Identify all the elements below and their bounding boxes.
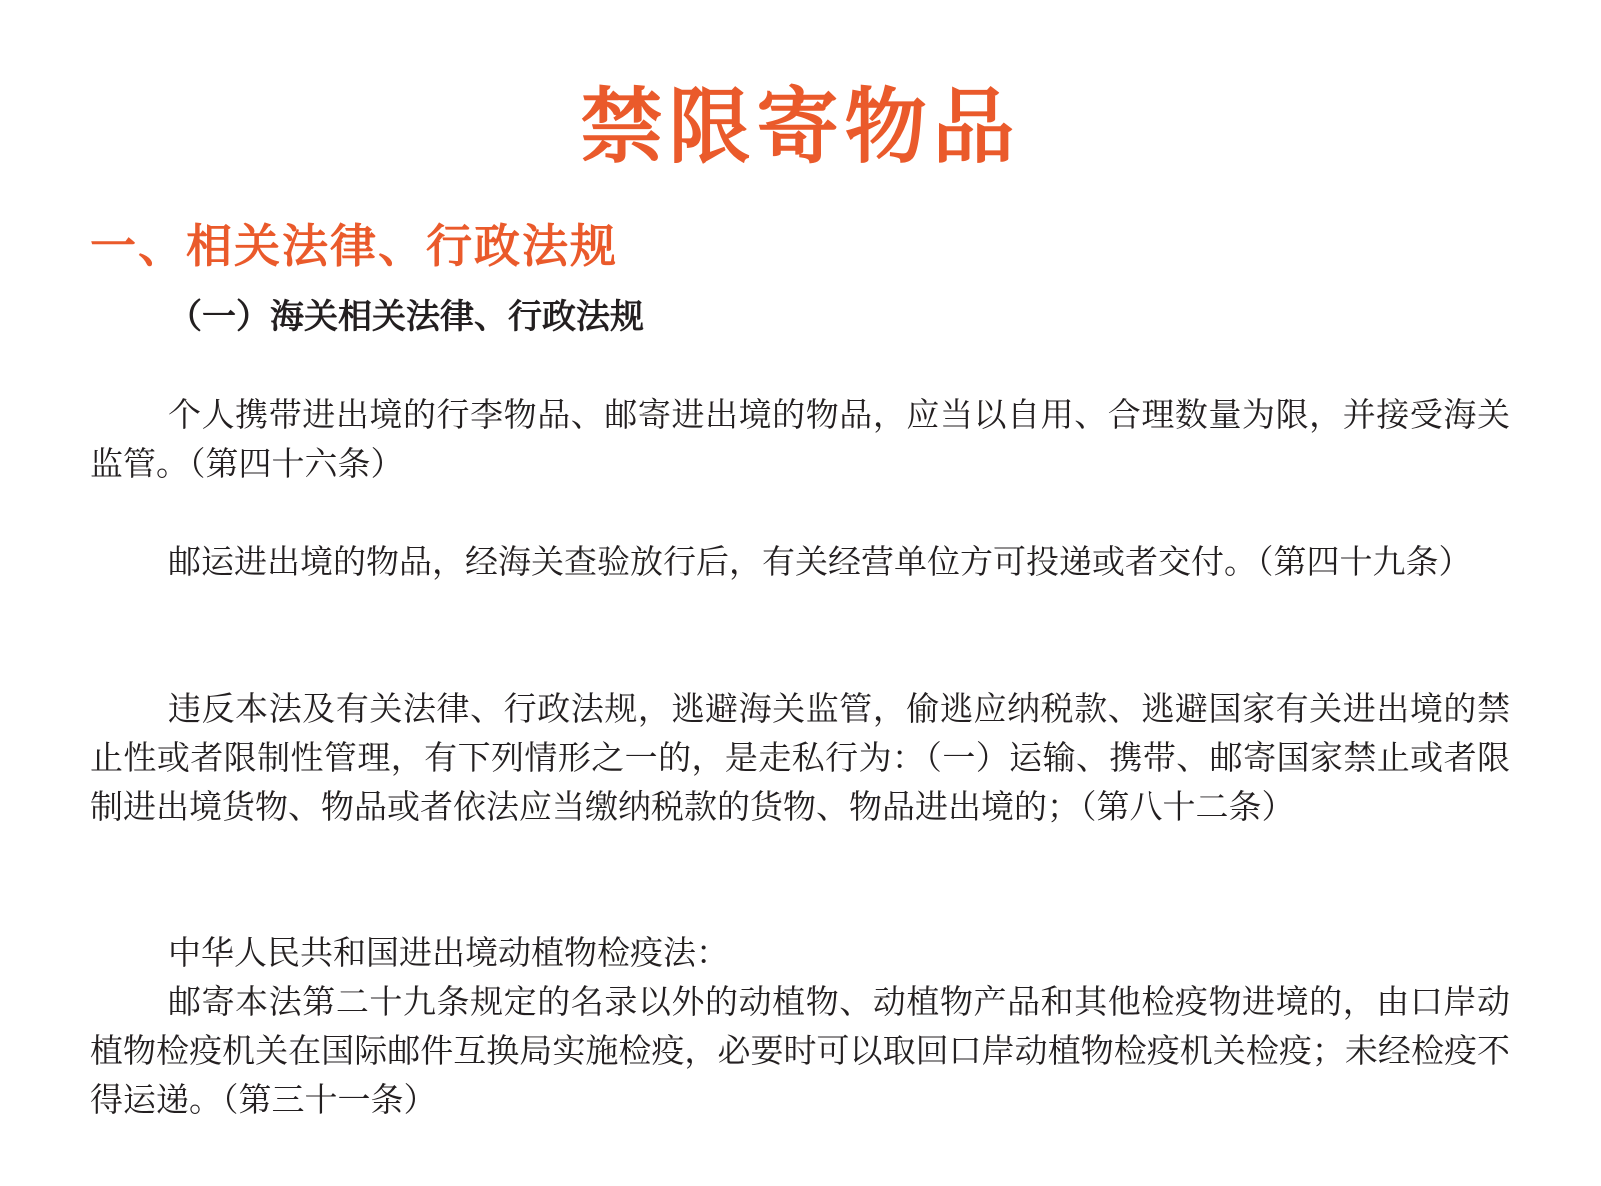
sub-heading: （一）海关相关法律、行政法规 bbox=[168, 297, 644, 337]
paragraph-article-49: 邮运进出境的物品，经海关查验放行后，有关经营单位方可投递或者交付。（第四十九条） bbox=[168, 542, 1472, 581]
paragraph-article-46: 个人携带进出境的行李物品、邮寄进出境的物品，应当以自用、合理数量为限，并接受海关监管。（第四十六条） bbox=[90, 395, 1510, 483]
page-title: 禁限寄物品 bbox=[580, 80, 1021, 175]
paragraph-article-82: 违反本法及有关法律、行政法规，逃避海关监管，偷逃应纳税款、逃避国家有关进出境的禁止性或者限制性管理，有下列情形之一的，是走私行为：（一）运输、携带、邮寄国家禁止或者限制进出境货物、物品或者依法应当缴纳税款的货物、物品进出境的；（第八十二条） bbox=[90, 689, 1510, 826]
paragraph-article-31: 邮寄本法第二十九条规定的名录以外的动植物、动植物产品和其他检疫物进境的，由口岸动植物检疫机关在国际邮件互换局实施检疫，必要时可以取回口岸动植物检疫机关检疫；未经检疫不得运递。（第三十一条） bbox=[90, 982, 1510, 1119]
section-heading: 一、相关法律、行政法规 bbox=[90, 219, 618, 273]
paragraph-quarantine-law-heading: 中华人民共和国进出境动植物检疫法： bbox=[168, 933, 729, 972]
